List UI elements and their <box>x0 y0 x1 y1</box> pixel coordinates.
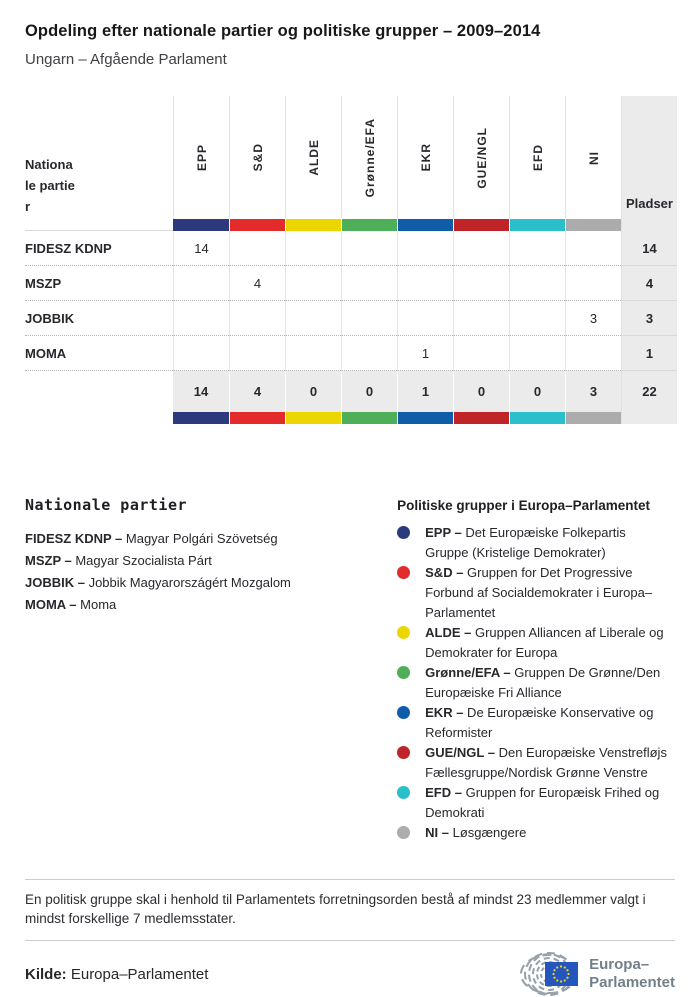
seats-column-header: Pladser <box>621 96 677 219</box>
political-group-item <box>397 783 675 823</box>
national-party-item: FIDESZ KDNP – Magyar Polgári Szövetség <box>25 531 278 546</box>
total-sd: 4 <box>229 371 285 412</box>
seats-table <box>25 96 677 424</box>
political-group-item <box>397 623 675 663</box>
cell-ekr <box>397 231 453 266</box>
group-description: EKR – De Europæiske Konservative og Reformister <box>425 705 654 740</box>
column-header-label: NI <box>586 150 601 165</box>
group-abbr: EKR – <box>425 705 464 720</box>
legend-section <box>25 496 675 843</box>
cell-ni: 3 <box>565 301 621 336</box>
group-abbr: EFD – <box>425 785 462 800</box>
column-header-ni <box>565 96 621 219</box>
group-color-dot-icon <box>397 566 410 579</box>
group-abbr: Grønne/EFA – <box>425 665 511 680</box>
group-abbr: ALDE – <box>425 625 472 640</box>
cell-gue <box>453 336 509 371</box>
page-subtitle: Ungarn – Afgående Parlament <box>25 51 227 68</box>
divider <box>25 879 675 880</box>
party-label: FIDESZ KDNP <box>25 231 173 266</box>
party-label: MSZP <box>25 266 173 301</box>
cell-alde <box>285 266 341 301</box>
color-bar-alde <box>285 219 341 231</box>
row-header-label: Nationale partier <box>25 157 75 214</box>
cell-gue <box>453 231 509 266</box>
political-groups-heading: Politiske grupper i Europa–Parlamentet <box>397 498 650 513</box>
group-color-dot-icon <box>397 666 410 679</box>
color-bar-sd <box>229 219 285 231</box>
seats-bar-spacer <box>621 219 677 231</box>
political-group-item <box>397 563 675 623</box>
political-group-item <box>397 743 675 783</box>
cell-ekr <box>397 301 453 336</box>
group-description: NI – Løsgængere <box>425 825 527 840</box>
bottom-spacer <box>25 412 173 424</box>
total-greens: 0 <box>341 371 397 412</box>
cell-efd <box>509 266 565 301</box>
column-header-efd <box>509 96 565 219</box>
column-header-label: ALDE <box>306 139 321 176</box>
column-header-greens <box>341 96 397 219</box>
cell-ni <box>565 336 621 371</box>
color-bar-efd <box>509 219 565 231</box>
cell-greens <box>341 336 397 371</box>
cell-alde <box>285 301 341 336</box>
cell-greens <box>341 301 397 336</box>
cell-alde <box>285 231 341 266</box>
color-bar-ni <box>565 219 621 231</box>
cell-sd <box>229 231 285 266</box>
cell-greens <box>341 266 397 301</box>
column-header-label: Grønne/EFA <box>362 117 377 198</box>
national-parties-legend <box>25 496 397 843</box>
political-groups-legend <box>397 496 675 843</box>
source-value: Europa–Parlamentet <box>70 965 209 983</box>
political-group-item <box>397 523 675 563</box>
cell-alde <box>285 336 341 371</box>
column-header-alde <box>285 96 341 219</box>
political-groups-list <box>397 523 675 843</box>
eu-flag-icon <box>545 962 578 986</box>
cell-efd <box>509 336 565 371</box>
column-header-gue <box>453 96 509 219</box>
logo-text-line1: Europa– <box>589 956 650 973</box>
cell-epp: 14 <box>173 231 229 266</box>
party-label: MOMA <box>25 336 173 371</box>
national-parties-list <box>25 528 397 616</box>
cell-epp <box>173 301 229 336</box>
cell-greens <box>341 231 397 266</box>
color-bar-greens <box>341 219 397 231</box>
bottom-bar-sd <box>229 412 285 424</box>
group-color-dot-icon <box>397 746 410 759</box>
group-description: EPP – Det Europæiske Folkepartis Gruppe (Kristelige Demokrater) <box>425 525 626 560</box>
total-ekr: 1 <box>397 371 453 412</box>
total-epp: 14 <box>173 371 229 412</box>
party-abbr: MOMA – <box>25 597 77 612</box>
group-description: EFD – Gruppen for Europæisk Frihed og Demokrati <box>425 785 660 820</box>
cell-efd <box>509 301 565 336</box>
cell-gue <box>453 301 509 336</box>
column-header-label: EFD <box>530 144 545 171</box>
source-text <box>25 966 208 983</box>
table-corner-header <box>25 96 173 219</box>
source-label: Kilde: <box>25 965 67 983</box>
total-seats: 22 <box>621 371 677 412</box>
total-efd: 0 <box>509 371 565 412</box>
group-color-dot-icon <box>397 626 410 639</box>
color-bar-epp <box>173 219 229 231</box>
bottom-bar-greens <box>341 412 397 424</box>
group-color-dot-icon <box>397 526 410 539</box>
column-header-label: S&D <box>250 143 265 172</box>
group-color-dot-icon <box>397 786 410 799</box>
totals-spacer <box>25 371 173 412</box>
political-group-item <box>397 823 675 843</box>
total-alde: 0 <box>285 371 341 412</box>
cell-ekr: 1 <box>397 336 453 371</box>
seats-cell: 3 <box>621 301 677 336</box>
group-abbr: GUE/NGL – <box>425 745 495 760</box>
cell-gue <box>453 266 509 301</box>
bottom-bar-efd <box>509 412 565 424</box>
national-party-item: JOBBIK – Jobbik Magyarországért Mozgalom <box>25 575 291 590</box>
group-description: S&D – Gruppen for Det Progressive Forbund af Socialdemokrater i Europa–Parlamentet <box>425 565 653 620</box>
header-underline <box>25 219 173 231</box>
cell-ekr <box>397 266 453 301</box>
bottom-bar-ni <box>565 412 621 424</box>
seats-cell: 1 <box>621 336 677 371</box>
logo-text-line2: Parlamentet <box>589 974 675 991</box>
logo-text <box>589 956 675 992</box>
national-parties-heading: Nationale partier <box>25 496 188 514</box>
bottom-bar-gue <box>453 412 509 424</box>
europarl-logo <box>505 951 675 997</box>
total-gue: 0 <box>453 371 509 412</box>
group-abbr: EPP – <box>425 525 462 540</box>
bottom-bar-alde <box>285 412 341 424</box>
color-bar-gue <box>453 219 509 231</box>
color-bar-ekr <box>397 219 453 231</box>
group-color-dot-icon <box>397 706 410 719</box>
total-ni: 3 <box>565 371 621 412</box>
column-header-sd <box>229 96 285 219</box>
cell-sd <box>229 301 285 336</box>
column-header-ekr <box>397 96 453 219</box>
group-abbr: NI – <box>425 825 449 840</box>
source-row <box>25 951 675 997</box>
column-header-label: EKR <box>418 143 433 172</box>
political-group-item <box>397 663 675 703</box>
column-header-label: EPP <box>194 143 209 171</box>
cell-sd <box>229 336 285 371</box>
national-party-item: MOMA – Moma <box>25 597 117 612</box>
seats-cell: 4 <box>621 266 677 301</box>
party-abbr: MSZP – <box>25 553 72 568</box>
group-color-dot-icon <box>397 826 410 839</box>
national-party-item: MSZP – Magyar Szocialista Párt <box>25 553 212 568</box>
cell-sd: 4 <box>229 266 285 301</box>
party-abbr: FIDESZ KDNP – <box>25 531 123 546</box>
footnote: En politisk gruppe skal i henhold til Parlamentets forretningsorden bestå af mindst 23 medlemmer valgt i mindst forskellige 7 medlemsstater. <box>25 892 646 926</box>
bottom-bar-ekr <box>397 412 453 424</box>
cell-ni <box>565 266 621 301</box>
divider <box>25 940 675 941</box>
political-group-item <box>397 703 675 743</box>
group-description: Grønne/EFA – Gruppen De Grønne/Den Europæiske Fri Alliance <box>425 665 661 700</box>
party-label: JOBBIK <box>25 301 173 336</box>
cell-ni <box>565 231 621 266</box>
cell-epp <box>173 336 229 371</box>
group-abbr: S&D – <box>425 565 464 580</box>
page-title: Opdeling efter nationale partier og politiske grupper – 2009–2014 <box>25 22 541 40</box>
hemicycle-icon <box>505 951 579 997</box>
cell-efd <box>509 231 565 266</box>
cell-epp <box>173 266 229 301</box>
seats-cell: 14 <box>621 231 677 266</box>
group-description: GUE/NGL – Den Europæiske Venstrefløjs Fællesgruppe/Nordisk Grønne Venstre <box>425 745 667 780</box>
seats-bottom-spacer <box>621 412 677 424</box>
group-description: ALDE – Gruppen Alliancen af Liberale og Demokrater for Europa <box>425 625 664 660</box>
party-abbr: JOBBIK – <box>25 575 85 590</box>
column-header-label: GUE/NGL <box>474 126 489 189</box>
bottom-bar-epp <box>173 412 229 424</box>
column-header-epp <box>173 96 229 219</box>
